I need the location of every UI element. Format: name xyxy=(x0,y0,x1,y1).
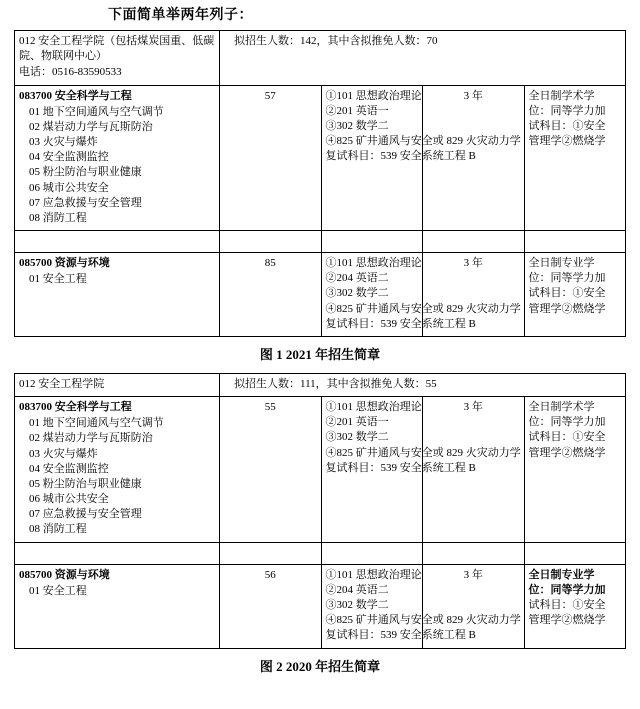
list-item: ④825 矿井通风与安全或 829 火灾动力学 xyxy=(325,135,521,148)
list-item: ②204 英语二 xyxy=(325,583,389,596)
list-item: 01 安全工程 xyxy=(29,273,87,286)
spacer-cell xyxy=(524,542,626,564)
major-title: 083700 安全科学与工程 xyxy=(19,401,132,414)
spacer-cell xyxy=(220,231,322,253)
list-item: ②201 英语一 xyxy=(325,104,389,117)
spacer-cell xyxy=(220,542,322,564)
figure-caption-2: 图 2 2020 年招生简章 xyxy=(259,658,381,674)
college-cell xyxy=(15,373,220,396)
college-name: 012 安全工程学院（包括煤炭国重、低碳院、物联网中心） xyxy=(19,35,215,63)
study-years-cell: 3 年 xyxy=(423,397,525,543)
remark-line: 试科目：①安全 xyxy=(528,287,606,300)
study-years-cell: 3 年 xyxy=(423,253,525,337)
table-row xyxy=(15,397,626,543)
enrollment-count-cell: 56 xyxy=(220,564,322,648)
direction-list xyxy=(19,105,215,226)
list-item: ④825 矿井通风与安全或 829 火灾动力学 xyxy=(325,446,521,459)
college-name: 012 安全工程学院 xyxy=(19,377,105,390)
college-phone: 电话：0516-83590533 xyxy=(19,66,122,79)
direction-list xyxy=(19,416,215,537)
list-item: 05 粉尘防治与职业健康 xyxy=(29,477,142,490)
list-item: 04 安全监测监控 xyxy=(29,151,109,164)
remarks-cell xyxy=(524,564,626,648)
remark-line: 试科目：①安全 xyxy=(528,431,606,444)
major-cell xyxy=(15,253,220,337)
list-item: 复试科目：539 安全系统工程 B xyxy=(325,150,476,163)
major-cell xyxy=(15,564,220,648)
list-item: ①101 思想政治理论 xyxy=(325,568,422,581)
remark-line: 全日制学术学 xyxy=(528,401,595,414)
remarks-cell xyxy=(524,253,626,337)
remark-line: 全日制学术学 xyxy=(528,89,595,102)
list-item: 01 安全工程 xyxy=(29,584,87,597)
spacer-cell xyxy=(321,542,423,564)
list-item: ③302 数学二 xyxy=(325,119,389,132)
list-item: ④825 矿井通风与安全或 829 火灾动力学 xyxy=(325,614,521,627)
list-item: 02 煤岩动力学与瓦斯防治 xyxy=(29,120,153,133)
list-item: 复试科目：539 安全系统工程 B xyxy=(325,629,476,642)
enrollment-count-cell: 55 xyxy=(220,397,322,543)
spacer-cell xyxy=(15,542,220,564)
list-item: 01 地下空间通风与空气调节 xyxy=(29,417,164,430)
list-item: ①101 思想政治理论 xyxy=(325,257,422,270)
direction-list xyxy=(19,584,215,599)
study-years-cell: 3 年 xyxy=(423,85,525,231)
list-item: 07 应急救援与安全管理 xyxy=(29,196,142,209)
remark-line: 位：同等学力加 xyxy=(528,272,606,285)
table-header-row xyxy=(15,31,626,86)
list-item: ②204 英语二 xyxy=(325,272,389,285)
enrollment-count-cell: 57 xyxy=(220,85,322,231)
table-row xyxy=(15,564,626,648)
enrollment-plan-cell: 拟招生人数：142，其中含拟推免人数：70 xyxy=(220,31,626,86)
major-title: 085700 资源与环境 xyxy=(19,257,110,270)
major-title: 085700 资源与环境 xyxy=(19,568,110,581)
major-title: 083700 安全科学与工程 xyxy=(19,89,132,102)
remark-line: 管理学②燃烧学 xyxy=(528,135,606,148)
remark-line: 管理学②燃烧学 xyxy=(528,302,606,315)
list-item: ②201 英语一 xyxy=(325,416,389,429)
list-item: ③302 数学二 xyxy=(325,431,389,444)
list-item: 复试科目：539 安全系统工程 B xyxy=(325,317,476,330)
figure-caption-1: 图 1 2021 年招生简章 xyxy=(259,346,381,362)
remark-line: 试科目：①安全 xyxy=(528,598,606,611)
remark-line-bold-part: 位：同等学力加 xyxy=(528,583,606,596)
intro-text: 下面简单举两年列子： xyxy=(108,8,253,23)
remark-line: 位：同等学力加 xyxy=(528,104,606,117)
remark-line: 全日制专业学 xyxy=(528,257,595,270)
list-item: 复试科目：539 安全系统工程 B xyxy=(325,461,476,474)
table-row xyxy=(15,85,626,231)
list-item: ①101 思想政治理论 xyxy=(325,401,422,414)
direction-list xyxy=(19,272,215,287)
remarks-cell xyxy=(524,85,626,231)
spacer-cell xyxy=(321,231,423,253)
list-item: ④825 矿井通风与安全或 829 火灾动力学 xyxy=(325,302,521,315)
admissions-table-2020 xyxy=(14,373,626,649)
spacer-cell xyxy=(524,231,626,253)
list-item: 03 火灾与爆炸 xyxy=(29,447,98,460)
spacer-cell xyxy=(15,231,220,253)
list-item: 05 粉尘防治与职业健康 xyxy=(29,166,142,179)
table-spacer-row xyxy=(15,542,626,564)
list-item: 08 消防工程 xyxy=(29,523,87,536)
table-row xyxy=(15,253,626,337)
enrollment-count-cell: 85 xyxy=(220,253,322,337)
list-item: ①101 思想政治理论 xyxy=(325,89,422,102)
list-item: 02 煤岩动力学与瓦斯防治 xyxy=(29,432,153,445)
major-cell xyxy=(15,85,220,231)
list-item: 01 地下空间通风与空气调节 xyxy=(29,105,164,118)
spacer-cell xyxy=(423,542,525,564)
remark-line: 试科目：①安全 xyxy=(528,119,606,132)
admissions-table-2021 xyxy=(14,30,626,337)
remarks-cell xyxy=(524,397,626,543)
list-item: ③302 数学二 xyxy=(325,287,389,300)
remark-line xyxy=(529,583,622,598)
list-item: 04 安全监测监控 xyxy=(29,462,109,475)
list-item: ③302 数学二 xyxy=(325,598,389,611)
list-item: 06 城市公共安全 xyxy=(29,493,109,506)
major-cell xyxy=(15,397,220,543)
table-header-row xyxy=(15,373,626,396)
list-item: 08 消防工程 xyxy=(29,211,87,224)
study-years-cell: 3 年 xyxy=(423,564,525,648)
college-cell xyxy=(15,31,220,86)
list-item: 03 火灾与爆炸 xyxy=(29,136,98,149)
spacer-cell xyxy=(423,231,525,253)
remark-line: 管理学②燃烧学 xyxy=(528,446,606,459)
enrollment-plan-cell: 拟招生人数：111，其中含拟推免人数：55 xyxy=(220,373,626,396)
table-spacer-row xyxy=(15,231,626,253)
list-item: 07 应急救援与安全管理 xyxy=(29,508,142,521)
list-item: 06 城市公共安全 xyxy=(29,181,109,194)
remark-line: 管理学②燃烧学 xyxy=(528,614,606,627)
remark-line: 位：同等学力加 xyxy=(528,416,606,429)
remark-line: 全日制专业学 xyxy=(528,568,595,581)
